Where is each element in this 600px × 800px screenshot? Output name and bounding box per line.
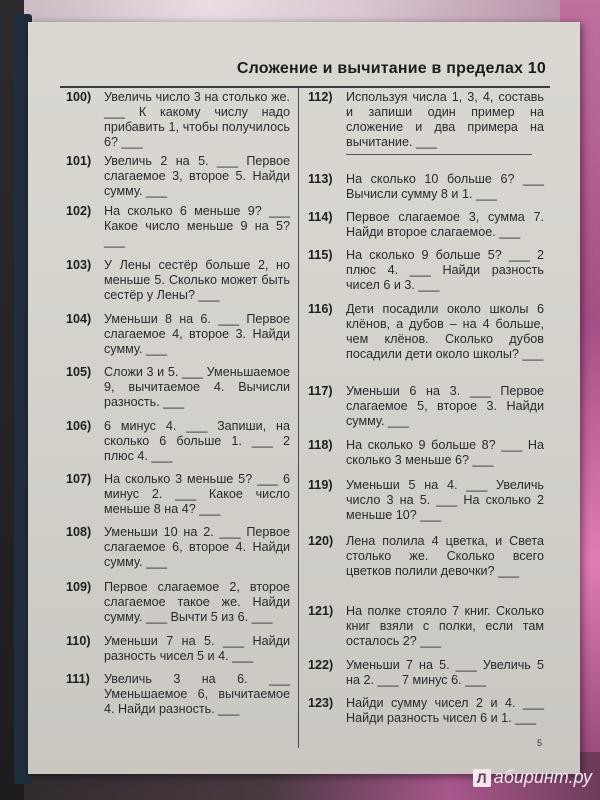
task-106	[66, 419, 290, 464]
task-100	[66, 90, 290, 150]
task-number: 113)	[308, 172, 333, 186]
task-text: Первое слагаемое 3, сумма 7. Найди второе слагаемое. ___	[346, 210, 544, 239]
task-text: Уменьши 6 на 3. ___ Первое слагаемое 5, второе 3. Найди сумму. ___	[346, 384, 544, 428]
task-102	[66, 204, 290, 249]
watermark	[473, 767, 592, 788]
task-text: Сложи 3 и 5. ___ Уменьшаемое 9, вычитаемое 4. Вычисли разность. ___	[104, 365, 290, 409]
task-text: На сколько 10 больше 6? ___ Вычисли сумму 8 и 1. ___	[346, 172, 544, 201]
task-number: 114)	[308, 210, 333, 224]
task-number: 112)	[308, 90, 333, 104]
task-text: Используя числа 1, 3, 4, составь и запиши один пример на сложение и два примера на вычитание. ___	[346, 90, 544, 149]
column-divider	[298, 88, 299, 748]
task-123	[308, 696, 544, 726]
task-108	[66, 525, 290, 570]
book-page	[28, 22, 580, 774]
page-number: 5	[536, 738, 542, 748]
task-number: 106)	[66, 419, 92, 433]
task-117	[308, 384, 544, 429]
task-111	[66, 672, 290, 717]
task-number: 120)	[308, 534, 334, 548]
task-114	[308, 210, 544, 240]
task-text: Уменьши 10 на 2. ___ Первое слагаемое 6, второе 4. Найди сумму. ___	[104, 525, 290, 569]
task-text: На сколько 6 меньше 9? ___ Какое число меньше 9 на 5? ___	[104, 204, 290, 248]
task-number: 119)	[308, 478, 333, 492]
task-116	[308, 302, 544, 362]
task-number: 103)	[66, 258, 92, 272]
task-101	[66, 154, 290, 199]
task-number: 107)	[66, 472, 92, 486]
task-119	[308, 478, 544, 523]
title-rule	[60, 86, 550, 88]
task-number: 102)	[66, 204, 92, 218]
task-number: 122)	[308, 658, 334, 672]
task-number: 116)	[308, 302, 333, 316]
task-number: 118)	[308, 438, 333, 452]
watermark-logo-icon: Л	[473, 769, 491, 787]
task-text: Уменьши 8 на 6. ___ Первое слагаемое 4, второе 3. Найди сумму. ___	[104, 312, 290, 356]
task-text: На полке стояло 7 книг. Сколько книг взяли с полки, если там осталось 2? ___	[346, 604, 544, 648]
task-text: На сколько 9 больше 5? ___ 2 плюс 4. ___ Найди разность чисел 6 и 3. ___	[346, 248, 544, 292]
task-text: Дети посадили около школы 6 клёнов, а дубов – на 4 больше, чем клёнов. Сколько дубов посадили дети около школы? ___	[346, 302, 544, 361]
task-121	[308, 604, 544, 649]
task-number: 108)	[66, 525, 92, 539]
page-title: Сложение и вычитание в пределах 10	[236, 60, 546, 77]
task-number: 100)	[66, 90, 92, 104]
task-number: 115)	[308, 248, 333, 262]
task-118	[308, 438, 544, 468]
task-text: Первое слагаемое 2, второе слагаемое такое же. Найди сумму. ___ Вычти 5 из 6. ___	[104, 580, 290, 624]
task-115	[308, 248, 544, 293]
task-text: Уменьши 7 на 5. ___ Найди разность чисел 5 и 4. ___	[104, 634, 290, 663]
task-text: Увеличь 3 на 6. ___ Уменьшаемое 6, вычитаемое 4. Найди разность. ___	[104, 672, 290, 716]
task-113	[308, 172, 544, 202]
task-text: На сколько 9 больше 8? ___ На сколько 3 меньше 6? ___	[346, 438, 544, 467]
task-number: 105)	[66, 365, 92, 379]
task-text: На сколько 3 меньше 5? ___ 6 минус 2. ___ Какое число меньше 8 на 4? ___	[104, 472, 290, 516]
task-text: Найди сумму чисел 2 и 4. ___ Найди разность чисел 6 и 1. ___	[346, 696, 544, 725]
task-text: У Лены сестёр больше 2, но меньше 5. Сколько может быть сестёр у Лены? ___	[104, 258, 290, 302]
task-110	[66, 634, 290, 664]
task-107	[66, 472, 290, 517]
task-text: Увеличь 2 на 5. ___ Первое слагаемое 3, второе 5. Найди сумму. ___	[104, 154, 290, 198]
task-number: 117)	[308, 384, 333, 398]
watermark-text: абиринт.ру	[493, 767, 592, 787]
task-number: 104)	[66, 312, 92, 326]
task-109	[66, 580, 290, 625]
task-number: 111)	[66, 672, 90, 686]
answer-line	[346, 154, 532, 155]
task-122	[308, 658, 544, 688]
task-text: Уменьши 7 на 5. ___ Увеличь 5 на 2. ___ 7 минус 6. ___	[346, 658, 544, 687]
task-112	[308, 90, 544, 155]
task-text: Лена полила 4 цветка, и Света столько же. Сколько всего цветков полили девочки? ___	[346, 534, 544, 578]
task-text: Увеличь число 3 на столько же. ___ К какому числу надо прибавить 1, чтобы получилось 6? ___	[104, 90, 290, 149]
task-number: 123)	[308, 696, 334, 710]
task-number: 121)	[308, 604, 334, 618]
task-number: 101)	[66, 154, 92, 168]
task-103	[66, 258, 290, 303]
task-text: Уменьши 5 на 4. ___ Увеличь число 3 на 5. ___ На сколько 2 меньше 10? ___	[346, 478, 544, 522]
task-number: 109)	[66, 580, 92, 594]
task-text: 6 минус 4. ___ Запиши, на сколько 6 больше 1. ___ 2 плюс 4. ___	[104, 419, 290, 463]
task-105	[66, 365, 290, 410]
task-number: 110)	[66, 634, 91, 648]
task-104	[66, 312, 290, 357]
task-120	[308, 534, 544, 579]
